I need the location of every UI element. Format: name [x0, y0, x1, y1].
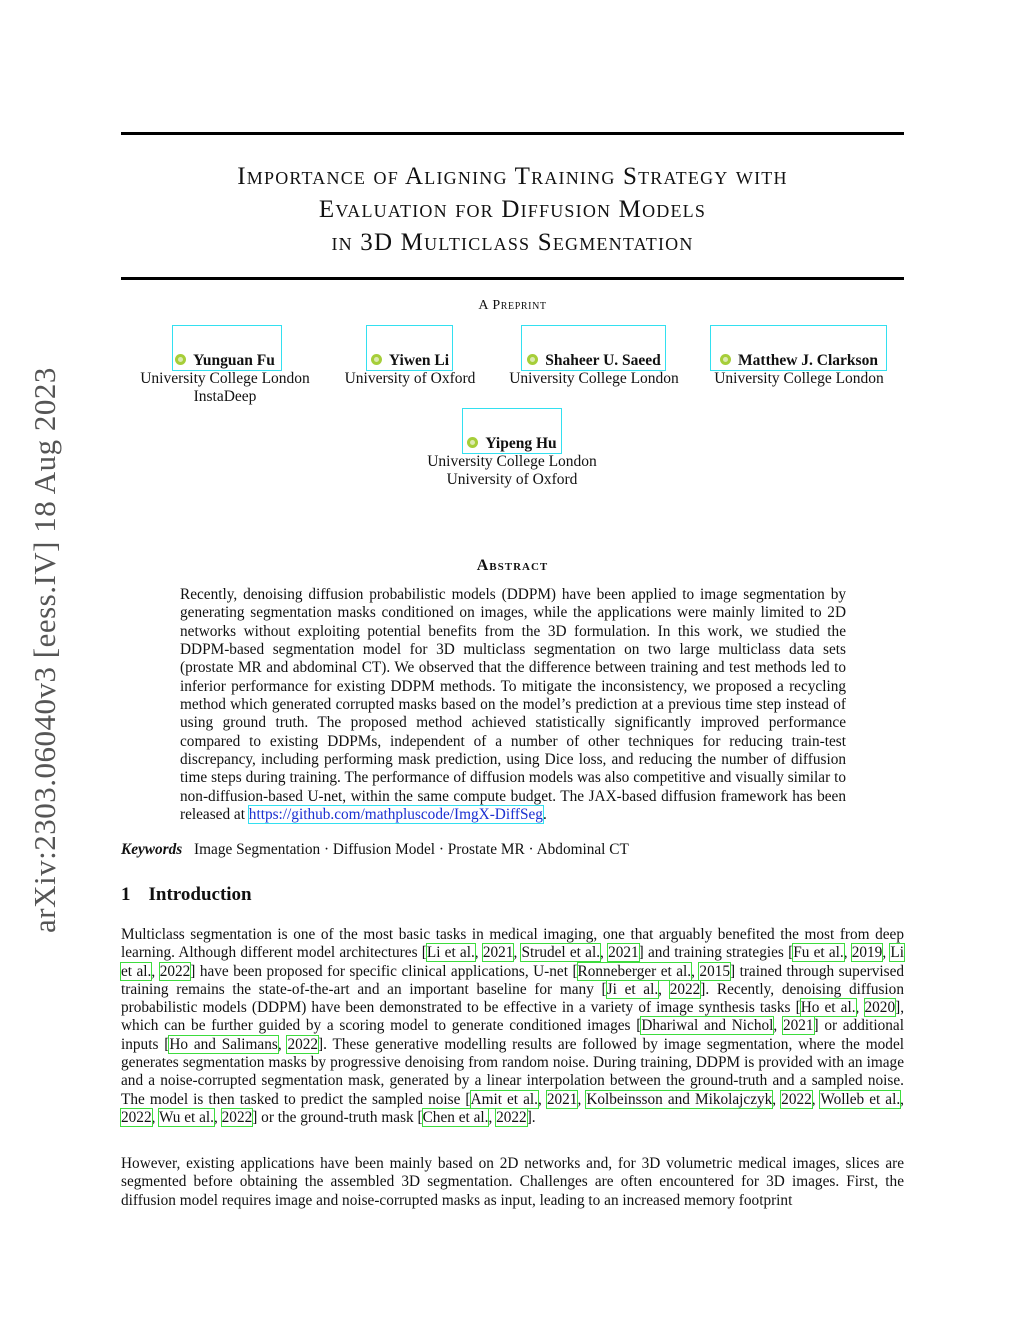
citation-link[interactable]: Chen et al.	[422, 1108, 489, 1126]
paragraph-text: ,	[882, 944, 891, 962]
citation-link[interactable]: 2022	[781, 1090, 812, 1108]
orcid-icon[interactable]	[720, 354, 731, 365]
preprint-label: A Preprint	[478, 298, 547, 313]
author-affiliation: University of Oxford	[344, 370, 476, 387]
paragraph-text: ,	[488, 1108, 497, 1126]
intro-paragraph-1	[121, 926, 904, 1127]
keywords-list: Image Segmentation · Diffusion Model · Prostate MR · Abdominal CT	[194, 841, 629, 858]
citation-link[interactable]: Amit et al.	[470, 1090, 538, 1108]
citation-link[interactable]: Li et al.	[121, 944, 904, 980]
paragraph-text: ,	[600, 944, 609, 962]
paragraph-text: ,	[691, 962, 700, 980]
paragraph-text: ,	[214, 1108, 222, 1126]
intro-paragraph-2: However, existing applications have been mainly based on 2D networks and, for 3D volumetric medical images, slices are segmented before obtaining the assembled 3D segmentation. Challenges are often encountered for 3D images. First, the diffusion model requires image and noise-corrupted masks as input, leading to an increased memory footprint	[121, 1155, 904, 1209]
author-name[interactable]: Yunguan Fu	[193, 352, 275, 369]
citation-link[interactable]: 2021	[546, 1090, 578, 1108]
citation-link[interactable]: 2022	[159, 962, 191, 980]
citation-link[interactable]: Kolbeinsson and Mikolajczyk	[586, 1090, 773, 1108]
citation-link[interactable]: 2021	[482, 944, 514, 962]
paragraph-text: ] or additional inputs [	[121, 1017, 904, 1053]
citation-link[interactable]: 2019	[851, 944, 883, 962]
author-affiliation: InstaDeep	[193, 388, 257, 405]
citation-link[interactable]: Li et al.	[426, 944, 475, 962]
author-block-fu	[120, 352, 330, 406]
keywords	[121, 841, 904, 859]
title-rule-top	[121, 132, 904, 135]
paragraph-text: ,	[537, 1090, 547, 1108]
author-affiliation: University College London	[427, 453, 597, 470]
author-name[interactable]: Matthew J. Clarkson	[738, 352, 878, 369]
arxiv-identifier: arXiv:2303.06040v3 [eess.IV] 18 Aug 2023	[27, 367, 62, 933]
citation-link[interactable]: 2020	[864, 999, 896, 1017]
author-affiliation: University College London	[140, 370, 310, 387]
code-repository-link[interactable]: https://github.com/mathpluscode/ImgX-DiffSeg	[248, 806, 543, 824]
paragraph-text: ,	[900, 1090, 904, 1108]
paragraph-text: ] and training strategies [	[638, 944, 794, 962]
citation-link[interactable]: Wolleb et al.	[820, 1090, 901, 1108]
citation-link[interactable]: Wu et al.	[158, 1108, 214, 1126]
paragraph-text: ] or the ground-truth mask [	[252, 1108, 423, 1126]
orcid-icon[interactable]	[467, 437, 478, 448]
paragraph-text: ,	[151, 1108, 159, 1126]
paragraph-text: ]. Recently, denoising diffusion probabilistic models (DDPM) have been demonstrated to be effective in a variety of image synthesis tasks [	[121, 980, 904, 1017]
author-block-saeed	[494, 352, 694, 388]
paragraph-text: ] have been proposed for specific clinical applications, U-net [	[190, 962, 578, 980]
author-affiliation: University College London	[714, 370, 884, 387]
author-name[interactable]: Yipeng Hu	[485, 435, 557, 452]
author-block-clarkson	[700, 352, 898, 388]
paragraph-text: ,	[811, 1090, 821, 1108]
paragraph-text: ,	[855, 999, 865, 1017]
paragraph-text: ,	[773, 1017, 783, 1035]
citation-link[interactable]: 2021	[608, 944, 639, 962]
paragraph-text: Multiclass segmentation is one of the most basic tasks in medical imaging, one that arguably benefited the most from deep learning. Although different model architectures [	[121, 926, 904, 962]
citation-link[interactable]: 2022	[669, 980, 701, 998]
paragraph-text: ] trained through supervised training remains the state-of-the-art and an important baseline for many [	[121, 962, 905, 998]
title-line-1: Importance of Aligning Training Strategy with	[237, 163, 788, 190]
abstract-text: Recently, denoising diffusion probabilistic models (DDPM) have been applied to image segmentation by generating segmentation masks conditioned on images, while the applications were mainly limited to 2D networks without exploiting potential benefits from the 3D formulation. In this work, we studied the DDPM-based segmentation model for 3D multiclass segmentation on two large multiclass data sets (prostate MR and abdominal CT). We observed that the difference between training and test methods led to inferior performance for existing DDPM methods. To mitigate the inconsistency, we proposed a recycling method which generated corrupted masks based on the model’s prediction at a previous time step instead of using ground truth. The proposed method achieved statistically significantly improved performance compared to existing DDPMs, independent of a number of other techniques for reducing train-test discrepancy, including performing mask prediction, using Dice loss, and reducing the number of diffusion time steps during training. The performance of diffusion models was also competitive and visually similar to non-diffusion-based U-net, within the same compute budget. The JAX-based diffusion framework has been released at	[180, 586, 846, 824]
citation-link[interactable]: Ronneberger et al.	[577, 962, 692, 980]
section-heading-introduction	[121, 884, 252, 906]
orcid-icon[interactable]	[371, 354, 382, 365]
abstract-body: Recently, denoising diffusion probabilistic models (DDPM) have been applied to image segmentation by generating segmentation masks conditioned on images, while the applications were mainly limited to 2D networks without exploiting potential benefits from the 3D formulation. In this work, we studied the DDPM-based segmentation model for 3D multiclass segmentation on two large multiclass data sets (prostate MR and abdominal CT). We observed that the difference between training and test methods led to inferior performance for existing DDPM methods. To mitigate the inconsistency, we proposed a recycling method which generated corrupted masks based on the model’s prediction at a previous time step instead of using ground truth. The proposed method achieved statistically significantly improved performance compared to existing DDPMs, independent of a number of other techniques for reducing train-test discrepancy, including performing mask prediction, using Dice loss, and reducing the number of diffusion time steps during training. The performance of diffusion models was also competitive and visually similar to non-diffusion-based U-net, within the same compute budget. The JAX-based diffusion framework has been released at https://github.com/mathpluscode/ImgX-DiffSeg.	[180, 586, 846, 824]
section-number: 1	[121, 884, 131, 905]
citation-link[interactable]: Dhariwal and Nichol	[641, 1017, 774, 1035]
title-line-3: in 3D Multiclass Segmentation	[331, 229, 694, 256]
paragraph-text: ,	[277, 1035, 288, 1053]
citation-link[interactable]: Ji et al.	[606, 980, 659, 998]
paragraph-text: ,	[843, 944, 852, 962]
citation-link[interactable]: 2022	[221, 1108, 253, 1126]
author-name[interactable]: Shaheer U. Saeed	[545, 352, 661, 369]
citation-link[interactable]: 2022	[496, 1108, 527, 1126]
citation-link[interactable]: Strudel et al.	[521, 944, 601, 962]
orcid-icon[interactable]	[175, 354, 186, 365]
paragraph-text: ,	[658, 980, 670, 998]
author-affiliation: University College London	[509, 370, 679, 387]
title-line-2: Evaluation for Diffusion Models	[318, 196, 707, 223]
paragraph-text: ], which can be further guided by a scoring model to generate conditioned images [	[121, 999, 905, 1035]
paragraph-text: ,	[772, 1090, 782, 1108]
paper-title	[121, 160, 904, 259]
title-rule-bottom	[121, 277, 904, 280]
paragraph-text: ,	[474, 944, 483, 962]
author-block-li	[330, 352, 490, 388]
orcid-icon[interactable]	[527, 354, 538, 365]
paragraph-text: ]. These generative modelling results are followed by image segmentation, where the model generates segmentation masks by progressive denoising from random noise. During training, DDPM is provided with an image and a noise-corrupted segmentation mask, generated by a linear interpolation between the ground-truth and a sampled noise. The model is then tasked to predict the sampled noise [	[121, 1035, 904, 1108]
citation-link[interactable]: Fu et al.	[793, 944, 844, 962]
citation-link[interactable]: 2022	[121, 1108, 152, 1126]
keywords-label: Keywords	[121, 841, 183, 858]
citation-link[interactable]: 2021	[782, 1017, 814, 1035]
paragraph-text: ,	[577, 1090, 587, 1108]
author-name[interactable]: Yiwen Li	[388, 352, 450, 369]
abstract-heading: Abstract	[476, 557, 549, 574]
paragraph-text: ,	[513, 944, 522, 962]
paragraph-text: ].	[526, 1108, 536, 1126]
citation-link[interactable]: Ho and Salimans	[169, 1035, 278, 1053]
citation-link[interactable]: 2015	[699, 962, 731, 980]
author-block-hu	[412, 435, 612, 489]
paragraph-text: ,	[151, 962, 160, 980]
author-affiliation: University of Oxford	[446, 471, 578, 488]
section-title: Introduction	[148, 884, 252, 905]
citation-link[interactable]: 2022	[287, 1035, 319, 1053]
citation-link[interactable]: Ho et al.	[800, 999, 856, 1017]
